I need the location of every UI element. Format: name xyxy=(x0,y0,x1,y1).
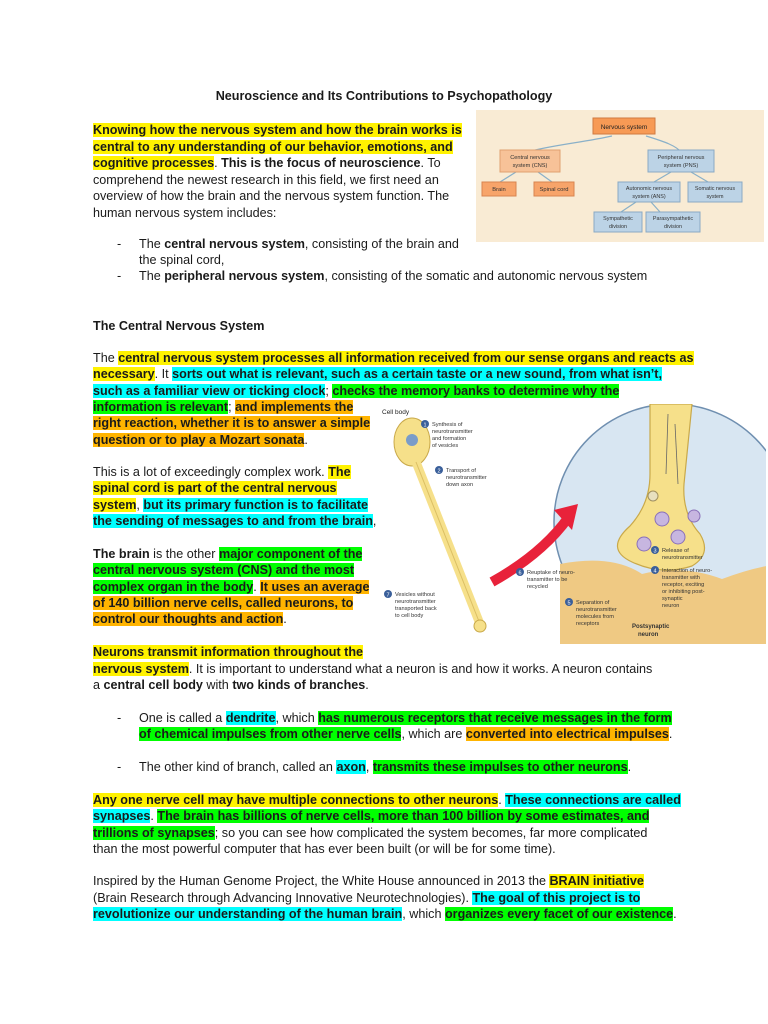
list-item-continuation: the spinal cord, xyxy=(139,253,225,267)
step-1-label: Synthesis of xyxy=(432,422,463,428)
text-line: comprehend the newest research in this field, we first need an xyxy=(93,173,439,187)
text-line: control our thoughts and action. xyxy=(93,612,287,626)
step-7-label: to cell body xyxy=(395,613,424,619)
text-line: spinal cord is part of the central nervous xyxy=(93,481,337,495)
step-6-label: Reuptake of neuro- xyxy=(527,570,575,576)
text-line: central to any understanding of our behavior, emotions, and xyxy=(93,140,453,154)
step-4-label: transmitter with xyxy=(662,575,700,581)
bullet-dash: - xyxy=(117,711,122,725)
page-title: Neuroscience and Its Contributions to Psychopathology xyxy=(215,89,553,103)
step-1-label: of vesicles xyxy=(432,443,459,449)
step-7-label: Vesicles without xyxy=(395,592,435,598)
text-line: Any one nerve cell may have multiple connections to other neurons. These connections are called xyxy=(93,793,681,807)
step-1-label: neurotransmitter xyxy=(432,429,473,435)
label-cell-body: Cell body xyxy=(382,409,410,416)
diagram-pns-label-1: Peripheral nervous xyxy=(657,155,705,161)
step-number: 5 xyxy=(567,600,571,607)
step-5-label: neurotransmitter xyxy=(576,607,617,613)
vesicle xyxy=(648,491,658,501)
text-line: Neurons transmit information throughout the xyxy=(93,645,364,659)
diagram-cns-label-2: system (CNS) xyxy=(512,163,548,169)
postsynaptic-label: Postsynaptic xyxy=(632,624,670,630)
diagram-sympathetic-label-2: division xyxy=(609,224,627,230)
list-item: The central nervous system, consisting of the brain and xyxy=(139,237,459,251)
diagram-brain-label: Brain xyxy=(492,187,506,193)
step-number: 7 xyxy=(386,592,390,599)
step-5-label: Separation of xyxy=(576,600,610,606)
text-line: of 140 billion nerve cells, called neurons, to xyxy=(93,596,354,610)
diagram-ans-label-2: system (ANS) xyxy=(632,194,666,200)
diagram-pns-label-2: system (PNS) xyxy=(663,163,699,169)
step-4-label: receptor, exciting xyxy=(662,582,705,588)
step-number: 3 xyxy=(653,548,657,555)
text-line: information is relevant; and implements the xyxy=(93,400,354,414)
step-7-label: transported back xyxy=(395,606,437,612)
postsynaptic-label: neuron xyxy=(638,632,659,638)
step-2-label: neurotransmitter xyxy=(446,475,487,481)
text-line: human nervous system includes: xyxy=(93,206,277,220)
text-line: revolutionize our understanding of the human brain, which organizes every facet of our existence. xyxy=(93,907,677,921)
list-item: The peripheral nervous system, consisting of the somatic and autonomic nervous system xyxy=(139,269,648,283)
text-line: Knowing how the nervous system and how the brain works is xyxy=(93,123,462,137)
text-line: (Brain Research through Advancing Innovative Neurotechnologies). The goal of this project is to xyxy=(93,891,641,905)
step-4-label: synaptic xyxy=(662,596,683,602)
step-2-label: down axon xyxy=(446,482,474,488)
text-line: the sending of messages to and from the brain, xyxy=(93,514,377,528)
step-6-label: recycled xyxy=(527,584,548,590)
text-line: Inspired by the Human Genome Project, the White House announced in 2013 the BRAIN initiative xyxy=(93,874,644,888)
step-4-label: neuron xyxy=(662,603,680,609)
step-number: 1 xyxy=(423,422,427,429)
diagram-root-label: Nervous system xyxy=(600,124,648,131)
diagram-somatic-label-1: Somatic nervous xyxy=(694,186,736,192)
text-line: such as a familiar view or ticking clock; checks the memory banks to determine why the xyxy=(93,384,620,398)
bullet-dash: - xyxy=(117,269,122,283)
step-number: 4 xyxy=(653,568,657,575)
section-heading: The Central Nervous System xyxy=(93,319,265,333)
step-4-label: or inhibiting post- xyxy=(662,589,705,595)
vesicle xyxy=(671,530,685,544)
text-line: a central cell body with two kinds of branches. xyxy=(93,678,369,692)
step-2-label: Transport of xyxy=(446,468,476,474)
text-line: system, but its primary function is to facilitate xyxy=(93,498,369,512)
text-line: right reaction, whether it is to answer a simple xyxy=(93,416,371,430)
nucleus-shape xyxy=(406,434,418,446)
step-6-label: transmitter to be xyxy=(527,577,568,583)
nervous-system-diagram xyxy=(476,110,764,242)
bullet-dash: - xyxy=(117,237,122,251)
text-line: cognitive processes. This is the focus of neuroscience. To xyxy=(93,156,441,170)
vesicle xyxy=(655,512,669,526)
diagram-cns-label-1: Central nervous xyxy=(510,155,550,161)
diagram-somatic-label-2: system xyxy=(706,194,724,200)
text-line: overview of how the brain and the nervous system function. The xyxy=(93,189,450,203)
step-number: 6 xyxy=(518,570,522,577)
text-line: complex organ in the body. It uses an average xyxy=(93,580,370,594)
text-line: question or to play a Mozart sonata. xyxy=(93,433,308,447)
step-7-label: neurotransmitter xyxy=(395,599,436,605)
diagram-ans-label-1: Autonomic nervous xyxy=(625,186,673,192)
diagram-parasympathetic-label-2: division xyxy=(664,224,682,230)
step-1-label: and formation xyxy=(432,436,467,442)
text-line: This is a lot of exceedingly complex work. The xyxy=(93,465,351,479)
step-number: 2 xyxy=(437,468,441,475)
text-line: The central nervous system processes all information received from our sense organs and reacts as xyxy=(93,351,694,365)
step-5-label: receptors xyxy=(576,621,600,627)
text-line: central nervous system (CNS) and the most xyxy=(93,563,355,577)
list-item-continuation: of chemical impulses from other nerve cells, which are converted into electrical impulses. xyxy=(139,727,673,741)
diagram-parasympathetic-label-1: Parasympathetic xyxy=(652,216,694,222)
vesicle xyxy=(688,510,700,522)
list-item: One is called a dendrite, which has numerous receptors that receive messages in the form xyxy=(139,711,672,725)
step-3-label: Release of xyxy=(662,548,689,554)
text-line: trillions of synapses; so you can see how complicated the system becomes, far more complicated xyxy=(93,826,648,840)
step-5-label: molecules from xyxy=(576,614,614,620)
bullet-dash: - xyxy=(117,760,122,774)
step-4-label: Interaction of neuro- xyxy=(662,568,713,574)
diagram-spinal-label: Spinal cord xyxy=(539,187,569,193)
text-line: necessary. It sorts out what is relevant, such as a certain taste or a new sound, from what isn’t, xyxy=(93,367,663,381)
vesicle xyxy=(637,537,651,551)
text-line: nervous system. It is important to understand what a neuron is and how it works. A neuron contains xyxy=(93,662,653,676)
diagram-sympathetic-label-1: Sympathetic xyxy=(603,216,633,222)
text-line: synapses. The brain has billions of nerve cells, more than 100 billion by some estimates, and xyxy=(93,809,650,823)
text-line: than the most powerful computer that has ever been built (or will be for some time). xyxy=(93,842,556,856)
neuron-synapse-figure xyxy=(382,404,766,644)
text-line: The brain is the other major component of the xyxy=(93,547,363,561)
step-3-label: neurotransmitter xyxy=(662,555,703,561)
list-item: The other kind of branch, called an axon, transmits these impulses to other neurons. xyxy=(139,760,632,774)
